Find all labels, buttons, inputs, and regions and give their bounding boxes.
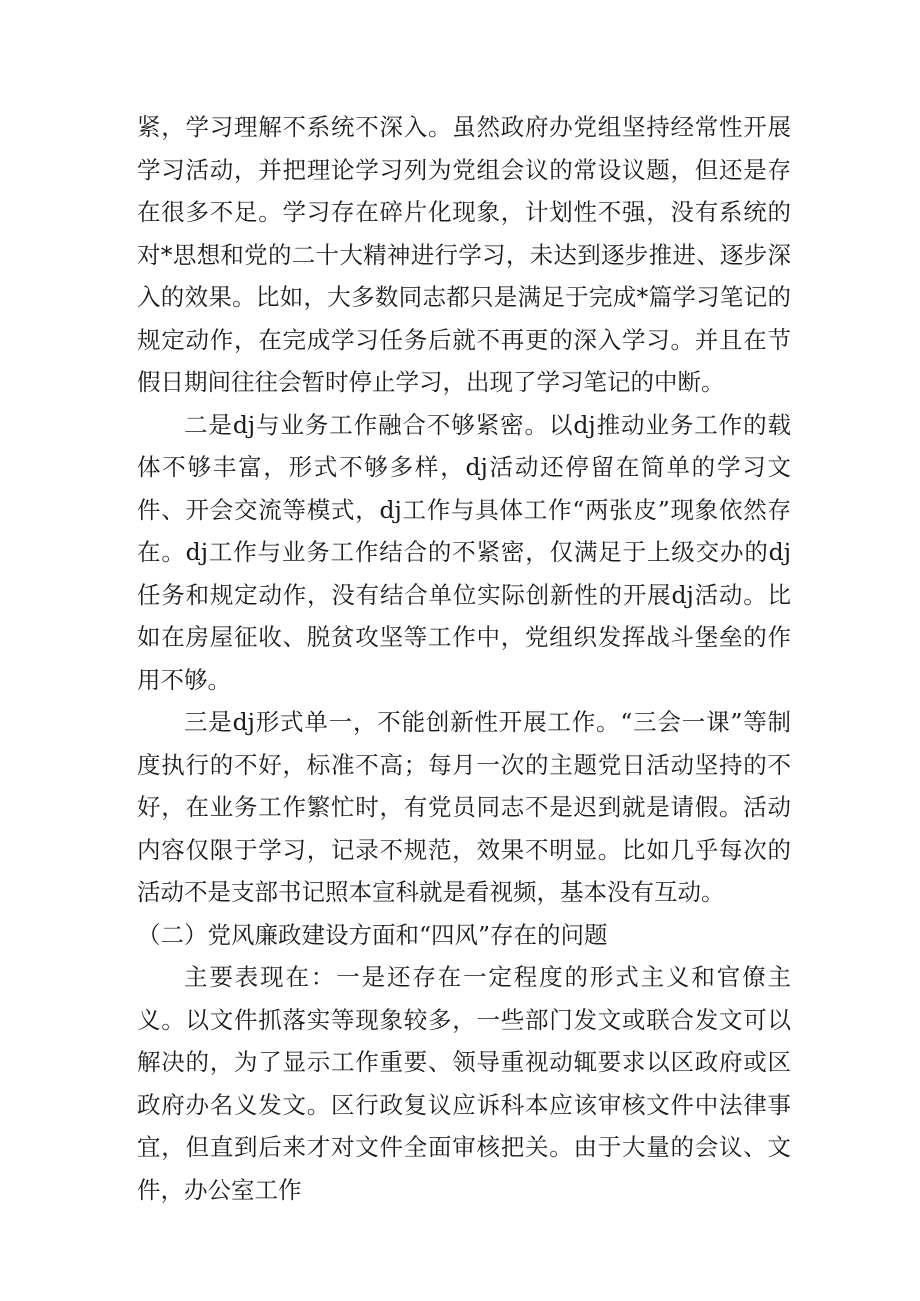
paragraph-dj-format: 三是dj形式单一，不能创新性开展工作。“三会一课”等制度执行的不好，标准不高；每月一次的主题党日活动坚持的不好，在业务工作繁忙时，有党员同志不是迟到就是请假。活动内容仅限于学习，记录不规范，效果不明显。比如几乎每次的活动不是支部书记照本宣科就是看视频，基本没有互动。 <box>137 708 791 906</box>
paragraph-formalism: 主要表现在：一是还存在一定程度的形式主义和官僚主义。以文件抓落实等现象较多，一些部门发文或联合发文可以解决的，为了显示工作重要、领导重视动辄要求以区政府或区政府办名义发文。区行政复议应诉科本应该审核文件中法律事宜，但直到后来才对文件全面审核把关。由于大量的会议、文件，办公室工作 <box>137 963 791 1204</box>
document-body <box>137 106 791 1211</box>
section-heading-integrity: （二）党风廉政建设方面和“四风”存在的问题 <box>137 920 608 949</box>
paragraph-study-issues: 紧，学习理解不系统不深入。虽然政府办党组坚持经常性开展学习活动，并把理论学习列为党组会议的常设议题，但还是存在很多不足。学习存在碎片化现象，计划性不强，没有系统的对*思想和党的二十大精神进行学习，未达到逐步推进、逐步深入的效果。比如，大多数同志都只是满足于完成*篇学习笔记的规定动作，在完成学习任务后就不再更的深入学习。并且在节假日期间往往会暂时停止学习，出现了学习笔记的中断。 <box>137 113 791 396</box>
paragraph-dj-integration: 二是dj与业务工作融合不够紧密。以dj推动业务工作的载体不够丰富，形式不够多样，dj活动还停留在简单的学习文件、开会交流等模式，dj工作与具体工作“两张皮”现象依然存在。dj工作与业务工作结合的不紧密，仅满足于上级交办的dj任务和规定动作，没有结合单位实际创新性的开展dj活动。比如在房屋征收、脱贫攻坚等工作中，党组织发挥战斗堡垒的作用不够。 <box>137 410 791 694</box>
